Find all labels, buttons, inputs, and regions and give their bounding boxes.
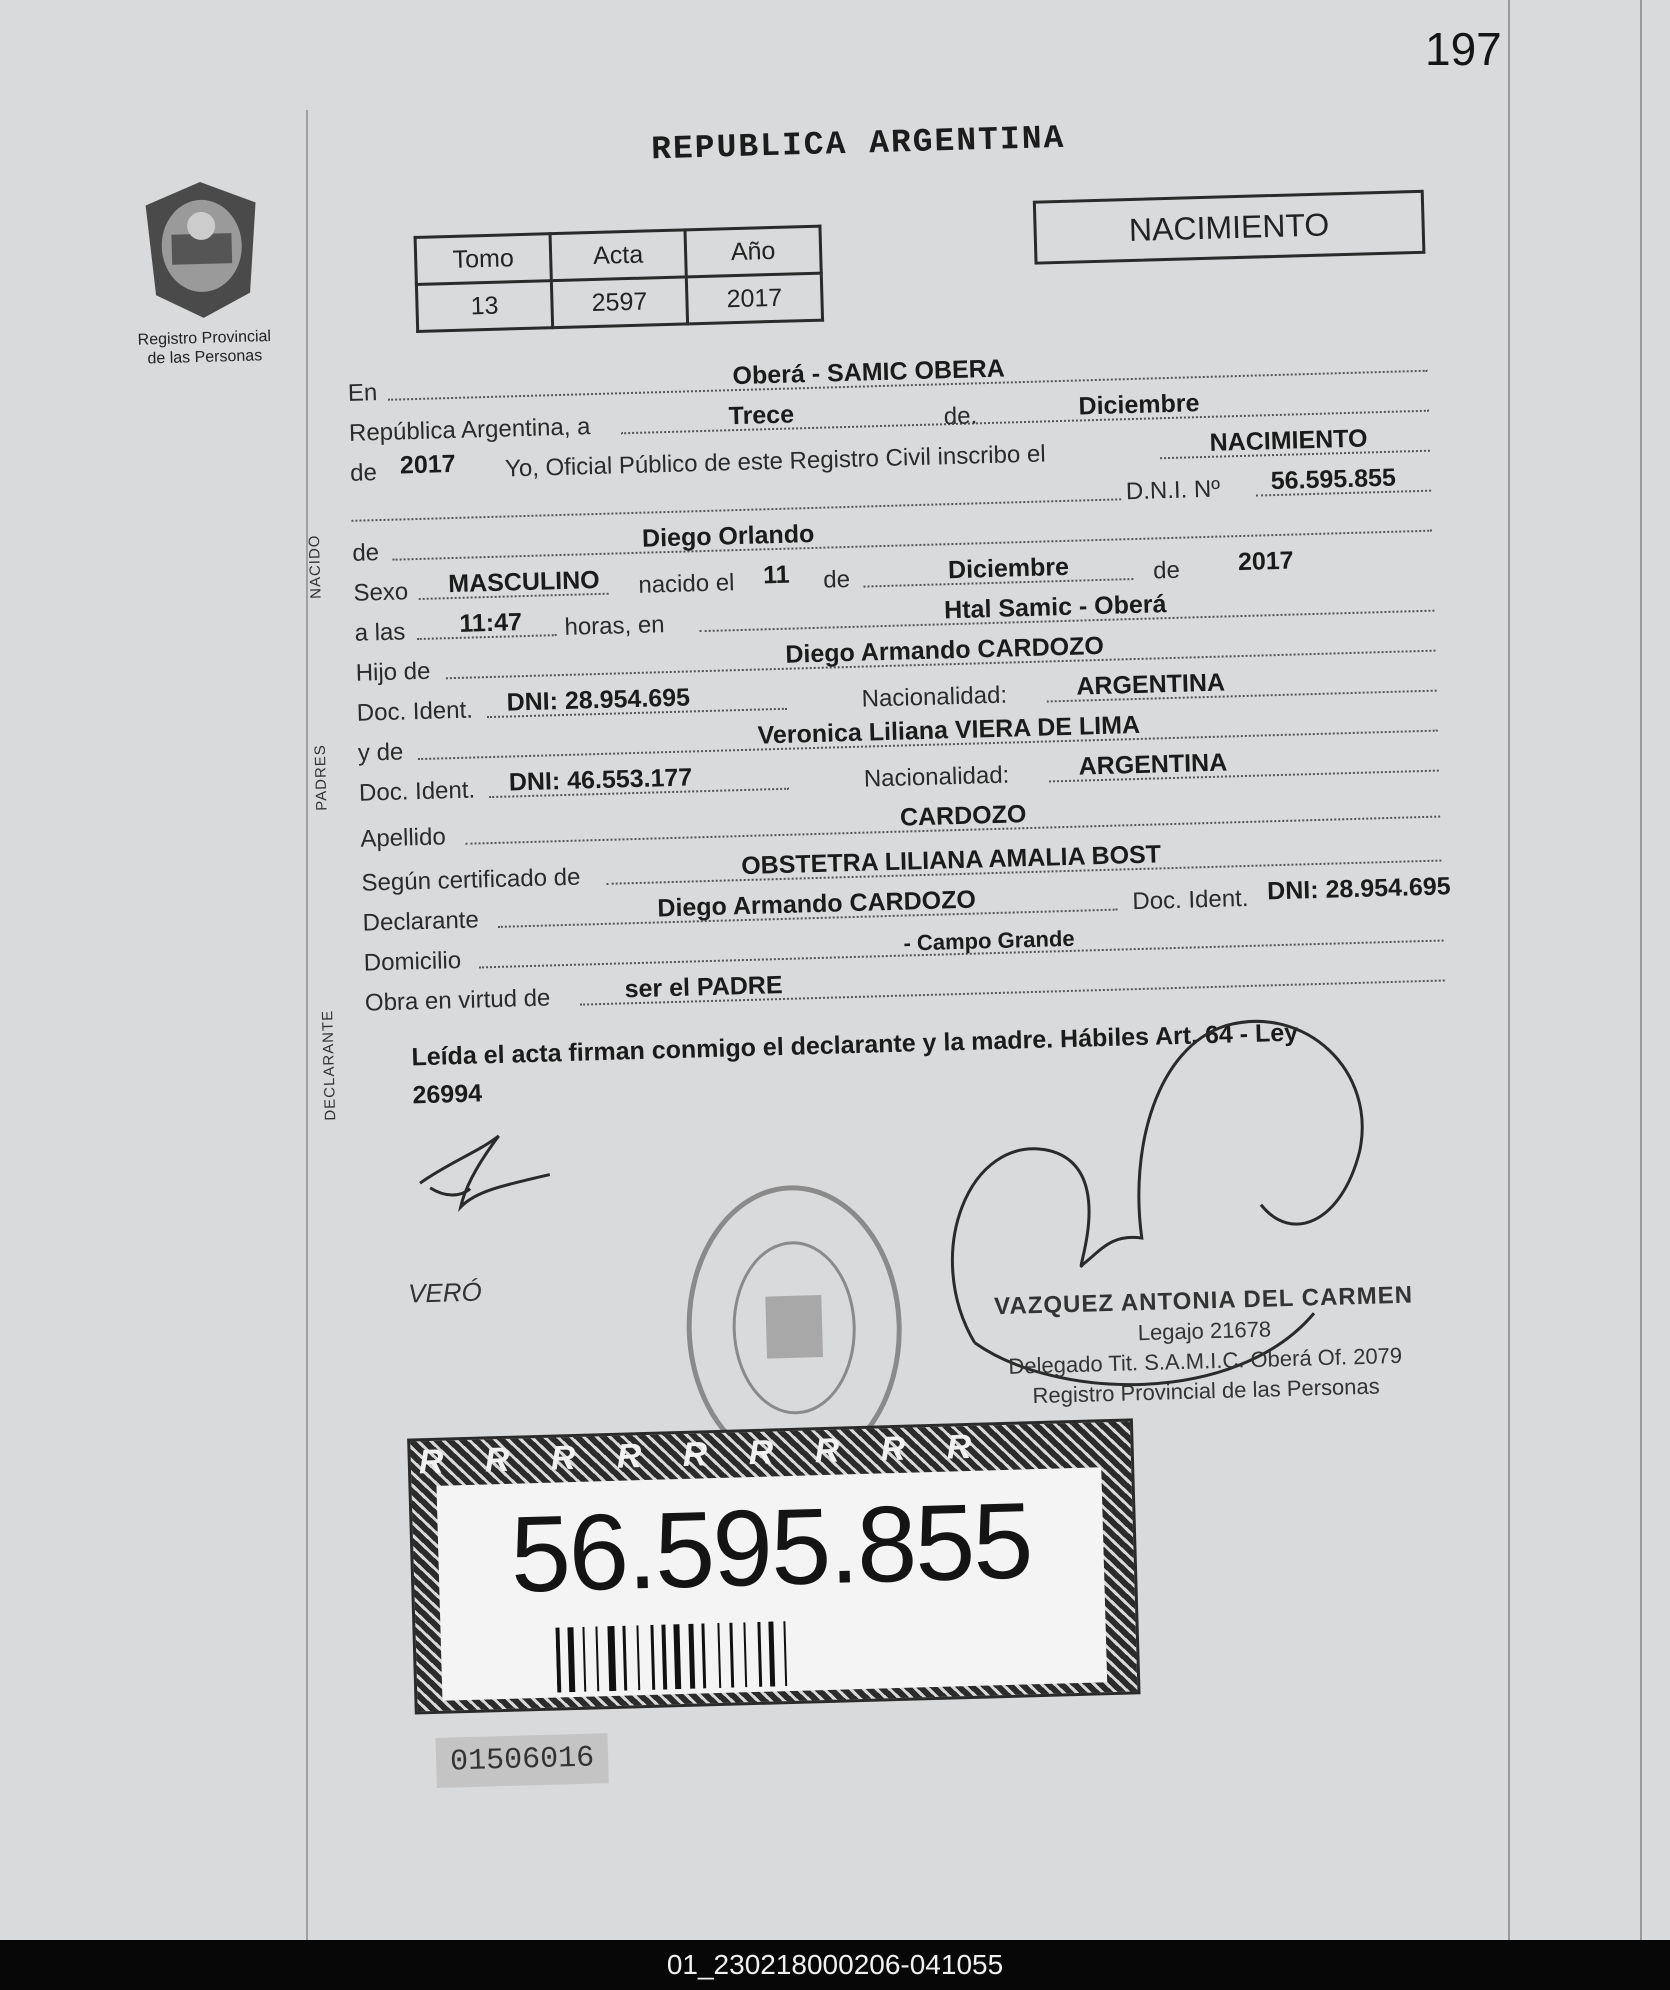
official-name: VAZQUEZ ANTONIA DEL CARMEN <box>993 1281 1414 1321</box>
declarant-signature-icon <box>408 1124 570 1218</box>
official-legajo: Legajo 21678 <box>1137 1316 1272 1346</box>
mother-name-value: Veronica Liliana VIERA DE LIMA <box>757 710 1141 750</box>
birth-day-value: 11 <box>762 560 790 590</box>
logo-caption-line2: de las Personas <box>147 347 263 368</box>
doc-ident-label: Doc. Ident. <box>1132 884 1249 916</box>
barcode-bar <box>717 1623 721 1688</box>
official-block <box>993 1280 1416 1412</box>
surname-value: CARDOZO <box>899 800 1027 832</box>
father-nationality-value: ARGENTINA <box>1075 668 1226 701</box>
barcode-bar <box>595 1626 599 1691</box>
oficial-text: Yo, Oficial Público de este Registro Civil inscribo el <box>504 440 1046 483</box>
mother-dni-value: DNI: 46.553.177 <box>508 763 693 797</box>
birth-year-value: 2017 <box>1237 546 1294 577</box>
address-value: - Campo Grande <box>903 925 1075 956</box>
record-kind-value: NACIMIENTO <box>1209 424 1368 457</box>
barcode-bar <box>673 1624 681 1689</box>
r-icon: R <box>946 1427 988 1467</box>
year-value: 2017 <box>399 449 456 480</box>
page-number: 197 <box>1425 23 1502 75</box>
de-label: de <box>822 565 851 594</box>
r-icon: R <box>418 1442 460 1482</box>
republica-label: República Argentina, a <box>348 413 591 447</box>
document-title: REPUBLICA ARGENTINA <box>650 119 1066 169</box>
birth-month-value: Diciembre <box>947 552 1070 585</box>
horas-label: horas, en <box>564 611 665 641</box>
reference-table <box>414 225 825 333</box>
place-value: Oberá - SAMIC OBERA <box>732 354 1006 391</box>
barcode-bar <box>661 1625 667 1690</box>
certificado-label: Según certificado de <box>361 863 581 897</box>
section-declarante: DECLARANTE <box>319 1009 340 1121</box>
barcode-bar <box>582 1627 586 1692</box>
r-icon: R <box>550 1438 592 1478</box>
sticker-id-number: 56.595.855 <box>508 1479 1033 1615</box>
r-icon: R <box>616 1436 658 1476</box>
declarante-label: Declarante <box>362 906 480 937</box>
page-edge-line-outer <box>1640 0 1642 1940</box>
closing-note-line2: 26994 <box>412 1079 483 1110</box>
r-icon: R <box>748 1432 790 1473</box>
birth-time-value: 11:47 <box>459 608 523 638</box>
en-label: En <box>347 379 378 407</box>
serial-number: 01506016 <box>435 1733 608 1788</box>
declarant-name-value: Diego Armando CARDOZO <box>657 885 977 923</box>
barcode-bar <box>567 1627 575 1692</box>
acta-value: 2597 <box>551 277 687 328</box>
nacido-label: nacido el <box>638 569 735 599</box>
id-sticker <box>407 1418 1140 1714</box>
apellido-label: Apellido <box>359 823 447 853</box>
domicilio-label: Domicilio <box>363 946 462 977</box>
de-label: de <box>352 539 380 567</box>
logo-caption-line1: Registro Provincial <box>137 328 272 349</box>
barcode-bar <box>622 1626 627 1691</box>
month-value: Diciembre <box>1078 389 1200 421</box>
reason-value: ser el PADRE <box>624 970 783 1004</box>
hijo-label: Hijo de <box>355 657 431 687</box>
certificate-value: OBSTETRA LILIANA AMALIA BOST <box>740 840 1162 881</box>
sexo-label: Sexo <box>353 578 409 607</box>
mother-nationality-value: ARGENTINA <box>1078 748 1228 781</box>
birth-certificate <box>137 77 1569 1889</box>
mother-signature: VERÓ <box>407 1276 483 1309</box>
section-nacido: NACIDO <box>305 534 325 600</box>
de-label: de. <box>943 402 978 431</box>
anio-header: Año <box>685 226 821 277</box>
barcode-bar <box>636 1625 640 1690</box>
record-type-box: NACIMIENTO <box>1033 190 1426 265</box>
doc-ident-label: Doc. Ident. <box>356 696 474 727</box>
sticker-panel <box>436 1467 1107 1700</box>
closing-note-line1: Leída el acta firman conmigo el declarante y la madre. Hábiles Art. 64 - Ley <box>411 1018 1299 1072</box>
section-padres: PADRES <box>311 743 331 812</box>
day-value: Trece <box>728 400 795 431</box>
official-organization: Registro Provincial de las Personas <box>1032 1373 1381 1409</box>
birth-place-value: Htal Samic - Oberá <box>943 590 1167 625</box>
barcode-bar <box>607 1626 616 1691</box>
barcode-bar <box>729 1623 734 1688</box>
declarant-dni-value: DNI: 28.954.695 <box>1266 872 1451 906</box>
doc-ident-label: Doc. Ident. <box>358 776 476 807</box>
tomo-header: Tomo <box>415 234 551 285</box>
barcode-bar <box>783 1621 787 1686</box>
alas-label: a las <box>354 618 406 647</box>
dni-label: D.N.I. Nº <box>1125 475 1221 506</box>
tomo-value: 13 <box>416 281 552 332</box>
r-icon: R <box>814 1431 856 1471</box>
margin-line <box>306 110 308 1940</box>
de-label: de <box>349 459 378 487</box>
barcode-icon <box>555 1616 987 1693</box>
barcode-bar <box>688 1624 695 1689</box>
father-dni-value: DNI: 28.954.695 <box>506 683 691 717</box>
barcode-bar <box>650 1625 655 1690</box>
nacionalidad-label: Nacionalidad: <box>863 761 1010 793</box>
r-icon: R <box>484 1440 526 1480</box>
r-icon: R <box>880 1429 922 1469</box>
father-name-value: Diego Armando CARDOZO <box>784 631 1105 669</box>
r-icon: R <box>682 1434 724 1474</box>
scan-footer: 01_230218000206-041055 <box>0 1940 1670 1990</box>
registry-logo <box>120 172 285 369</box>
barcode-bar <box>701 1623 706 1688</box>
barcode-bar <box>757 1622 762 1687</box>
dni-value: 56.595.855 <box>1270 463 1397 496</box>
provincial-seal-icon <box>135 172 269 326</box>
yde-label: y de <box>357 738 404 767</box>
barcode-bar <box>555 1627 561 1692</box>
anio-value: 2017 <box>686 273 822 324</box>
nacionalidad-label: Nacionalidad: <box>861 681 1008 713</box>
sex-value: MASCULINO <box>447 565 601 599</box>
barcode-bar <box>743 1622 747 1687</box>
acta-header: Acta <box>550 230 686 281</box>
de-label: de <box>1152 556 1181 585</box>
obra-label: Obra en virtud de <box>364 984 551 1017</box>
official-role: Delegado Tit. S.A.M.I.C. Oberá Of. 2079 <box>1008 1342 1403 1379</box>
barcode-bar <box>768 1621 775 1686</box>
child-name-value: Diego Orlando <box>641 519 815 553</box>
